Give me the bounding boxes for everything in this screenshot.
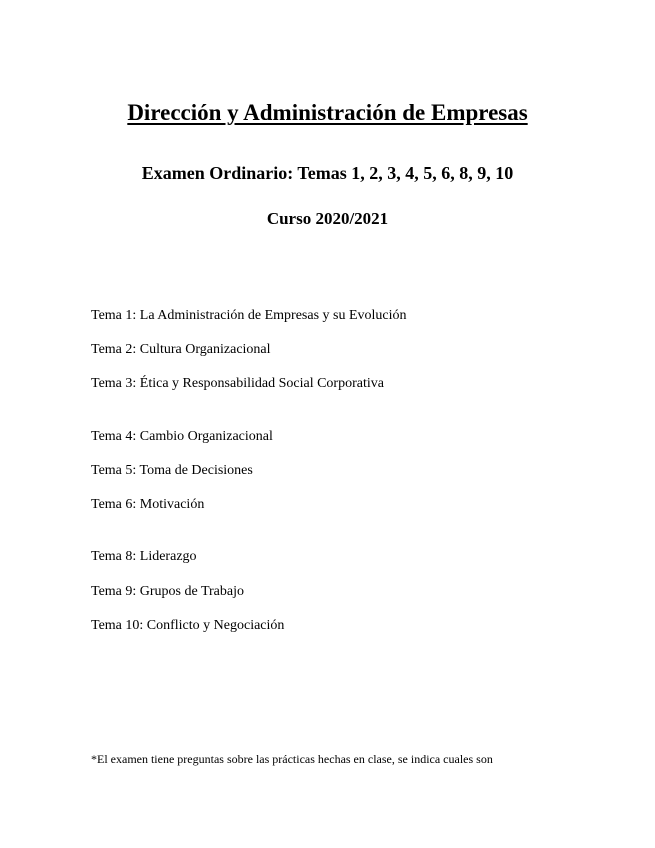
topic-item: Tema 2: Cultura Organizacional (91, 342, 271, 357)
topic-item: Tema 9: Grupos de Trabajo (91, 584, 245, 599)
topic-item: Tema 4: Cambio Organizacional (91, 429, 273, 444)
exam-subtitle: Examen Ordinario: Temas 1, 2, 3, 4, 5, 6, 8, 9, 10 (141, 163, 514, 183)
footnote: *El examen tiene preguntas sobre las prácticas hechas en clase, se indica cuales son (91, 752, 493, 766)
topic-item: Tema 8: Liderazgo (91, 549, 197, 564)
topic-item: Tema 1: La Administración de Empresas y su Evolución (91, 308, 407, 323)
topic-item: Tema 3: Ética y Responsabilidad Social Corporativa (91, 376, 384, 391)
document-title: Dirección y Administración de Empresas (127, 100, 528, 125)
topic-item: Tema 6: Motivación (91, 497, 205, 512)
course-year: Curso 2020/2021 (266, 209, 389, 228)
topic-item: Tema 5: Toma de Decisiones (91, 463, 253, 478)
topic-item: Tema 10: Conflicto y Negociación (91, 618, 285, 633)
